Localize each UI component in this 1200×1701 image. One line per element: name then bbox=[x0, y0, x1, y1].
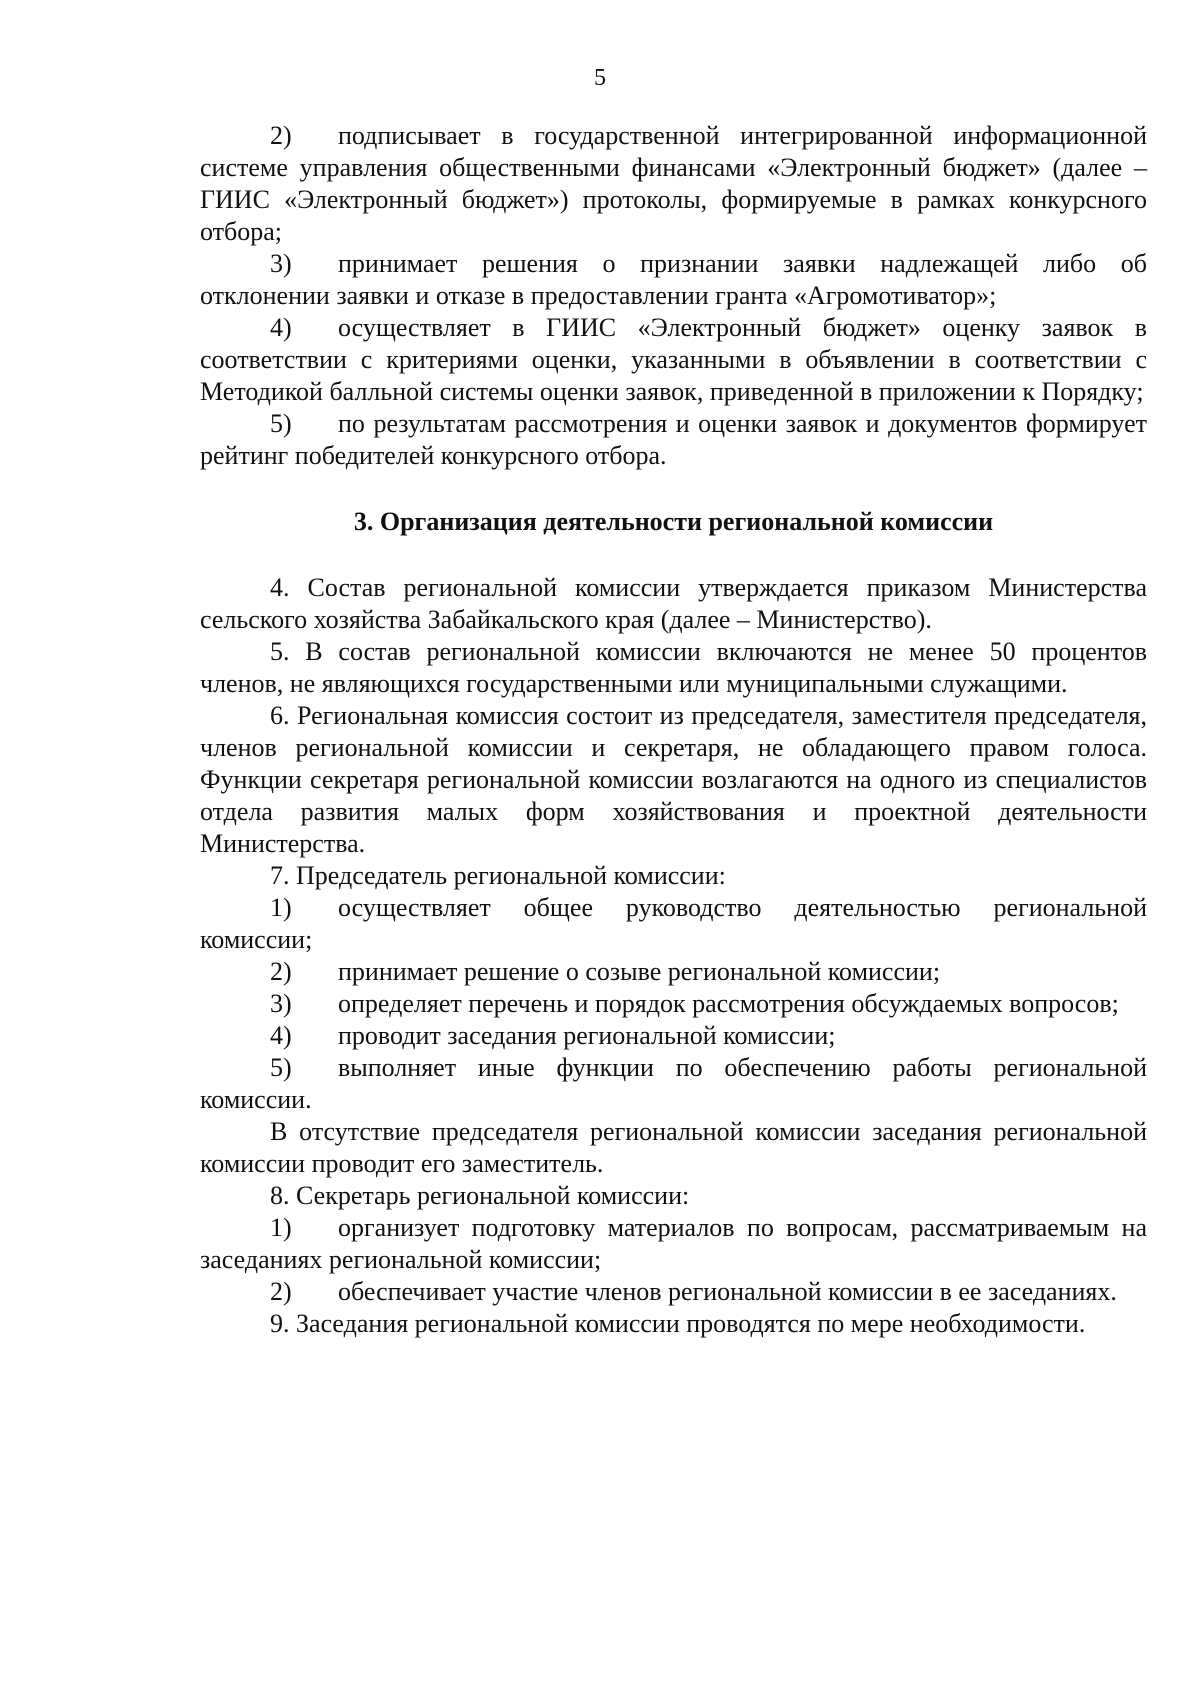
list-item bbox=[200, 1276, 1147, 1308]
list-item bbox=[200, 408, 1147, 472]
item-text: подписывает в государственной интегрированной информационной системе управления общественными финансами «Электронный бюджет» (далее – ГИИС «Электронный бюджет») протоколы, формируемые в рамках конкурсного отбора; bbox=[200, 121, 1147, 246]
item-text: принимает решение о созыве региональной комиссии; bbox=[338, 957, 941, 986]
list-item bbox=[200, 312, 1147, 408]
item-number: 2) bbox=[270, 121, 292, 150]
item-number: 4) bbox=[270, 1021, 292, 1050]
list-item bbox=[200, 956, 1147, 988]
item-number: 4) bbox=[270, 313, 292, 342]
item-text: принимает решения о признании заявки надлежащей либо об отклонении заявки и отказе в предоставлении гранта «Агромотиватор»; bbox=[200, 249, 1147, 310]
item-text: обеспечивает участие членов региональной комиссии в ее заседаниях. bbox=[338, 1277, 1117, 1306]
paragraph-9: 9. Заседания региональной комиссии проводятся по мере необходимости. bbox=[270, 1309, 1086, 1338]
document-body bbox=[200, 120, 1147, 1340]
item-text: проводит заседания региональной комиссии; bbox=[338, 1021, 836, 1050]
list-item bbox=[200, 1212, 1147, 1276]
item-number: 3) bbox=[270, 249, 292, 278]
list-item bbox=[200, 892, 1147, 956]
list-item bbox=[200, 988, 1147, 1020]
list-item bbox=[200, 248, 1147, 312]
page-number: 5 bbox=[594, 65, 606, 91]
item-text: организует подготовку материалов по вопросам, рассматриваемым на заседаниях региональной комиссии; bbox=[200, 1213, 1147, 1274]
paragraph-8: 8. Секретарь региональной комиссии: bbox=[270, 1181, 690, 1210]
paragraph-7-after: В отсутствие председателя региональной комиссии заседания региональной комиссии проводит его заместитель. bbox=[200, 1117, 1147, 1178]
item-number: 1) bbox=[270, 893, 292, 922]
item-text: определяет перечень и порядок рассмотрения обсуждаемых вопросов; bbox=[338, 989, 1119, 1018]
item-text: выполняет иные функции по обеспечению работы региональной комиссии. bbox=[200, 1053, 1147, 1114]
item-text: осуществляет в ГИИС «Электронный бюджет» оценку заявок в соответствии с критериями оценки, указанными в объявлении в соответствии с Методикой балльной системы оценки заявок, приведенной в приложении к Порядку; bbox=[200, 313, 1147, 406]
list-item bbox=[200, 1052, 1147, 1116]
paragraph-4: 4. Состав региональной комиссии утверждается приказом Министерства сельского хозяйства Забайкальского края (далее – Министерство). bbox=[200, 573, 1147, 634]
item-number: 2) bbox=[270, 1277, 292, 1306]
list-item bbox=[200, 1020, 1147, 1052]
list-item bbox=[200, 120, 1147, 248]
paragraph-6: 6. Региональная комиссия состоит из председателя, заместителя председателя, членов региональной комиссии и секретаря, не обладающего правом голоса. Функции секретаря региональной комиссии возлагаются на одного из специалистов отдела развития малых форм хозяйствования и проектной деятельности Министерства. bbox=[200, 701, 1147, 858]
item-number: 5) bbox=[270, 1053, 292, 1082]
item-text: по результатам рассмотрения и оценки заявок и документов формирует рейтинг победителей конкурсного отбора. bbox=[200, 409, 1147, 470]
section-heading: 3. Организация деятельности региональной комиссии bbox=[353, 507, 994, 536]
item-text: осуществляет общее руководство деятельностью региональной комиссии; bbox=[200, 893, 1147, 954]
item-number: 1) bbox=[270, 1213, 292, 1242]
paragraph-7: 7. Председатель региональной комиссии: bbox=[270, 861, 726, 890]
item-number: 5) bbox=[270, 409, 292, 438]
item-number: 2) bbox=[270, 957, 292, 986]
item-number: 3) bbox=[270, 989, 292, 1018]
paragraph-5: 5. В состав региональной комиссии включаются не менее 50 процентов членов, не являющихся государственными или муниципальными служащими. bbox=[200, 637, 1147, 698]
